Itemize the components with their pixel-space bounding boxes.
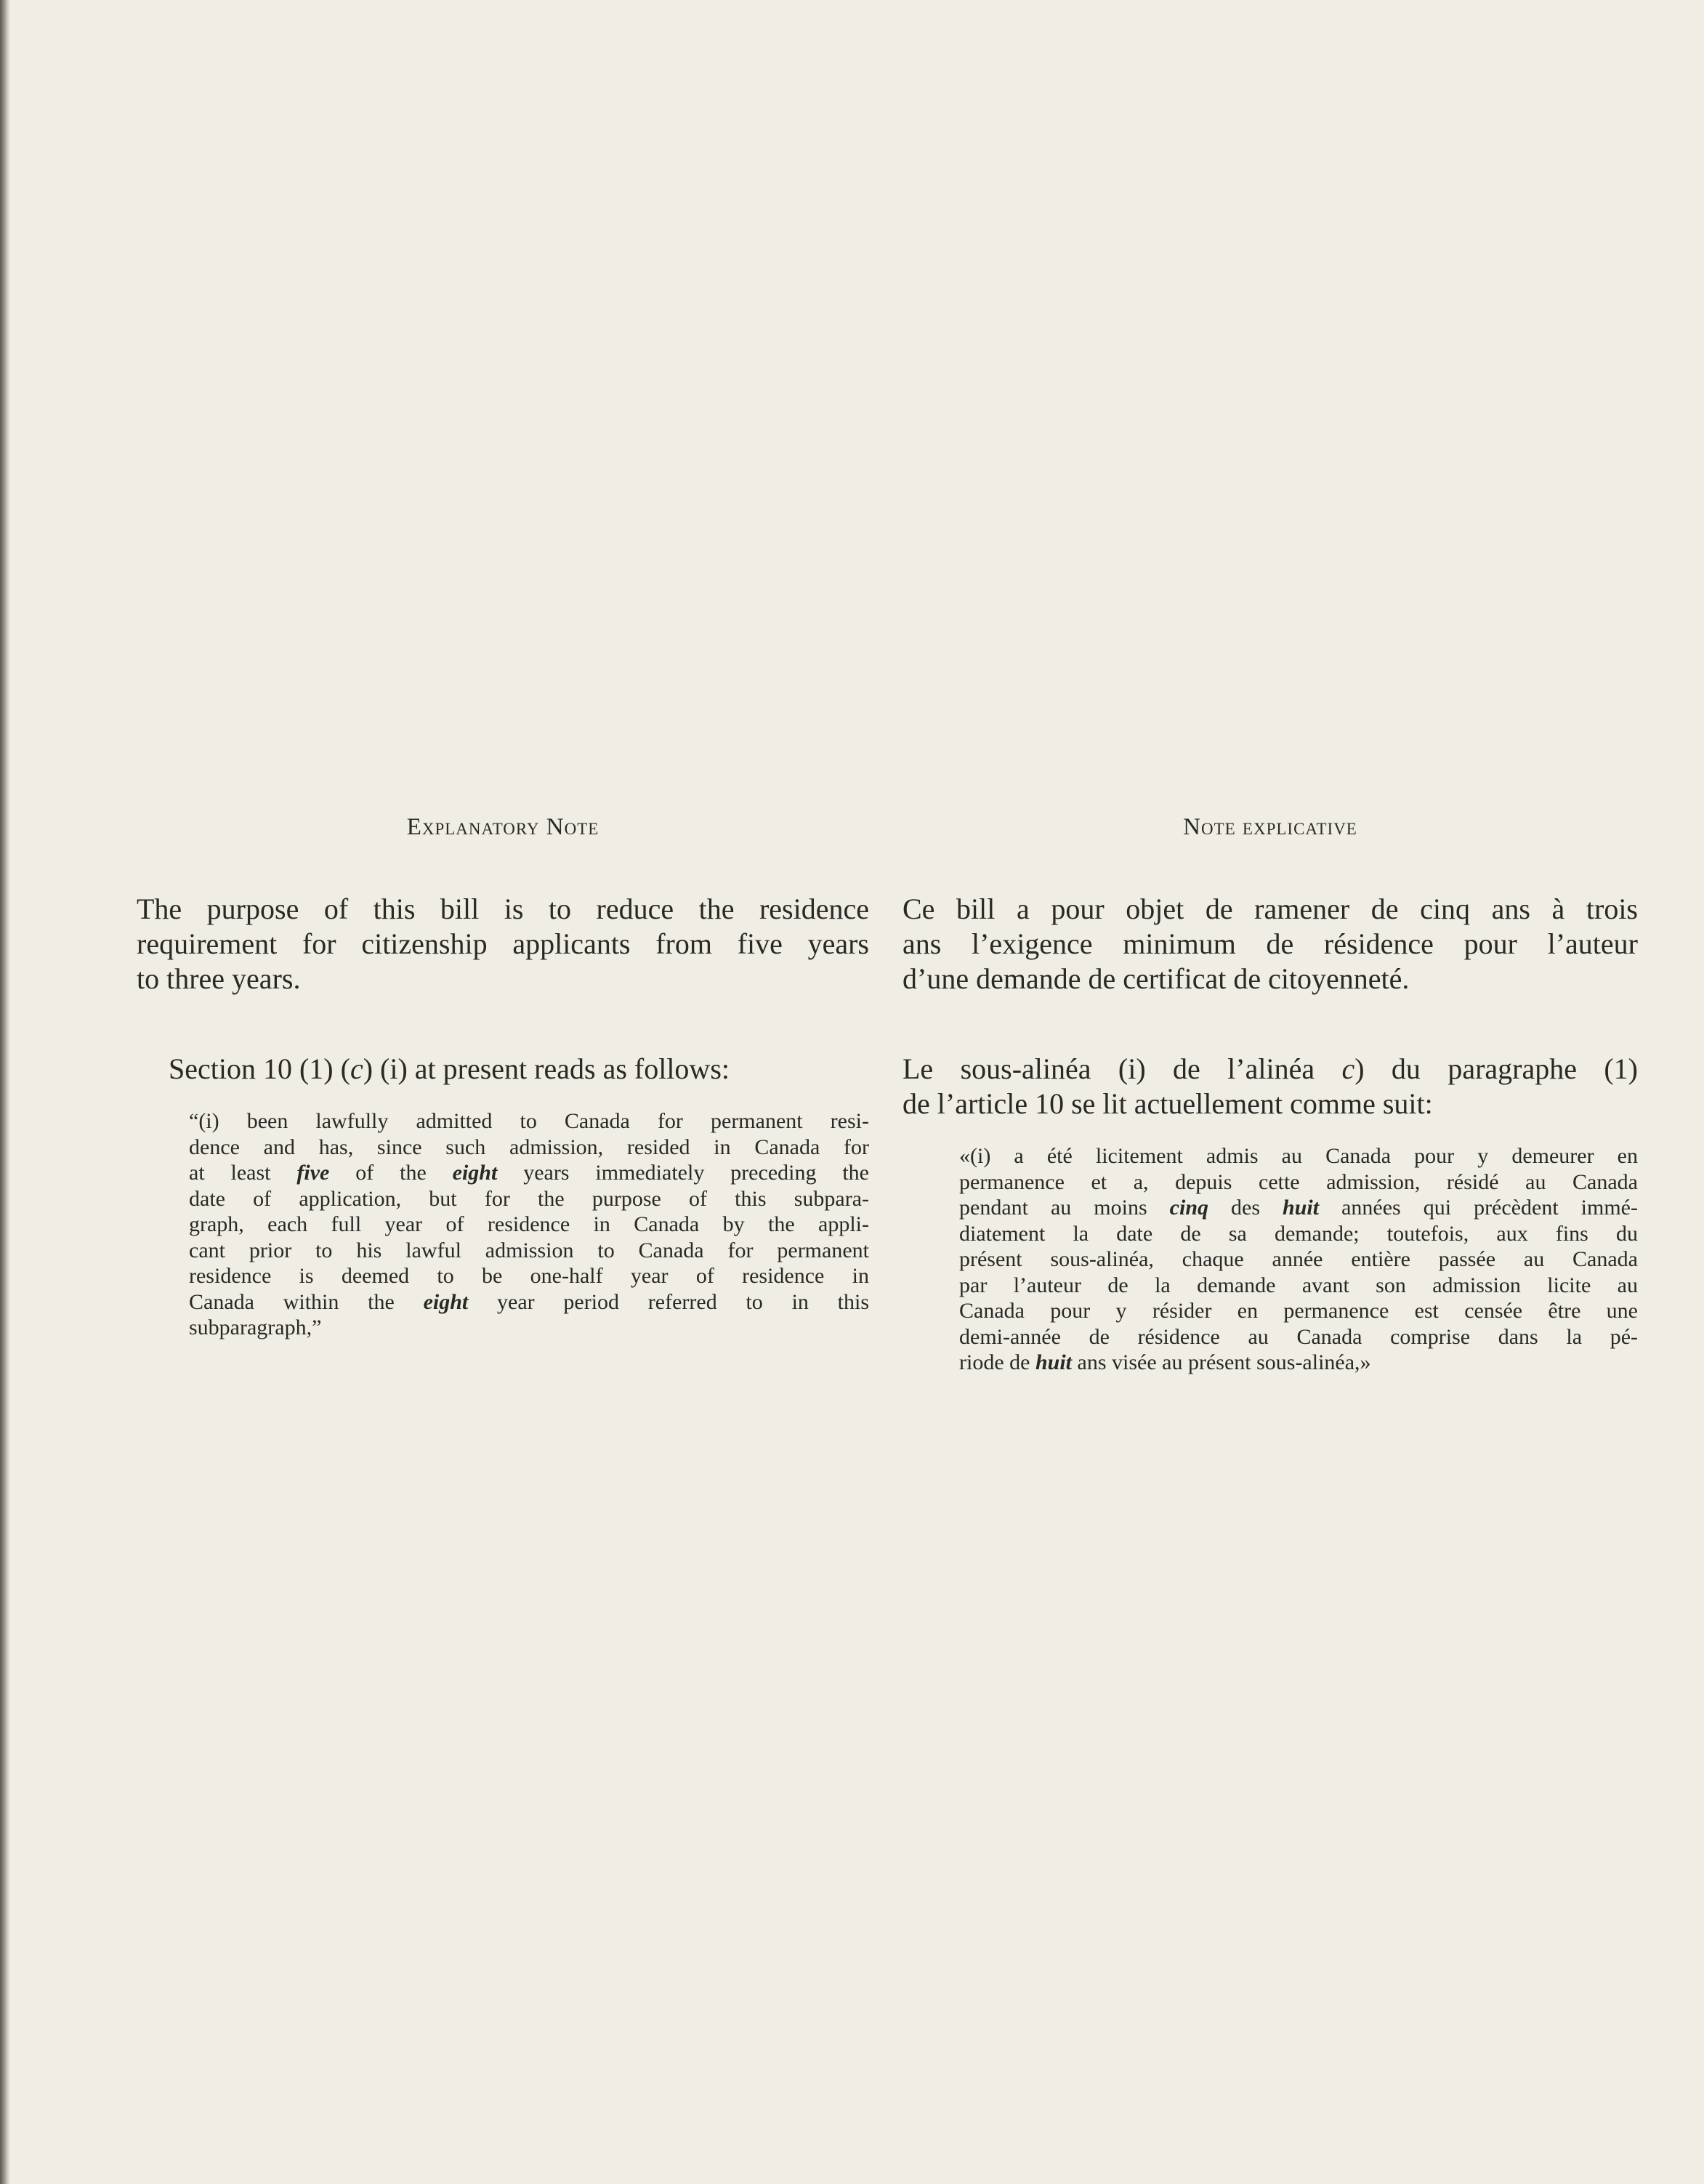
english-quote-text: cant prior to his lawful admission to Canada for permanent	[189, 1238, 869, 1262]
french-quote-text: présent sous-alinéa, chaque année entière passée au Canada	[959, 1247, 1638, 1271]
french-section-intro-italic: c	[1341, 1052, 1355, 1085]
french-quote-text: ans visée au présent sous-alinéa,»	[1072, 1350, 1371, 1374]
english-quote-text: at least	[189, 1161, 297, 1185]
french-quote-text: des	[1208, 1196, 1283, 1220]
english-quoted-provision	[137, 1108, 869, 1341]
english-column	[137, 814, 869, 1341]
english-quote-text: year period referred to in this	[468, 1289, 870, 1314]
english-quote-line	[189, 1238, 869, 1264]
french-quote-text: riode de	[959, 1350, 1035, 1374]
french-quote-text: par l’auteur de la demande avant son admission licite au	[959, 1273, 1638, 1297]
french-section-intro-pre: Le sous-alinéa (i) de l’alinéa	[903, 1052, 1342, 1085]
english-quote-line	[189, 1212, 869, 1238]
french-quote-text: demi-année de résidence au Canada comprise dans la pé-	[959, 1324, 1638, 1349]
english-quote-line	[189, 1186, 869, 1212]
english-quote-text: “(i) been lawfully admitted to Canada for permanent resi-	[189, 1109, 869, 1133]
binding-edge	[0, 0, 10, 2184]
english-quote-emphasis: eight	[452, 1161, 498, 1185]
french-heading	[903, 814, 1638, 841]
french-quote-line	[959, 1195, 1638, 1221]
english-section-intro-italic: c	[350, 1052, 363, 1085]
french-quote-emphasis: huit	[1035, 1350, 1073, 1374]
french-quote-line	[959, 1143, 1638, 1169]
english-quote-line	[189, 1263, 869, 1289]
french-paragraph-line: Ce bill a pour objet de ramener de cinq ans à trois	[903, 892, 1638, 925]
french-quote-text: diatement la date de sa demande; toutefois, aux fins du	[959, 1221, 1638, 1246]
french-quote-line	[959, 1221, 1638, 1247]
french-quote-line	[959, 1246, 1638, 1273]
english-quote-text: Canada within the	[189, 1289, 424, 1314]
english-quote-line	[189, 1289, 869, 1315]
french-purpose-paragraph	[903, 892, 1638, 996]
french-quote-line	[959, 1273, 1638, 1299]
french-quote-line	[959, 1324, 1638, 1350]
english-quote-text: graph, each full year of residence in Canada by the appli-	[189, 1212, 869, 1236]
french-section-intro-line1	[903, 1052, 1638, 1087]
french-quote-text: «(i) a été licitement admis au Canada pour y demeurer en	[959, 1144, 1638, 1168]
french-quote-emphasis: huit	[1283, 1196, 1320, 1220]
english-heading-text: Explanatory Note	[406, 814, 599, 840]
english-quote-text: dence and has, since such admission, resided in Canada for	[189, 1135, 869, 1159]
french-heading-text: Note explicative	[1183, 814, 1357, 840]
english-section-intro-pre: Section 10 (1) (	[169, 1052, 350, 1085]
french-section-intro-post: ) du paragraphe (1)	[1354, 1052, 1638, 1085]
english-paragraph-line: The purpose of this bill is to reduce the residence	[137, 892, 869, 925]
french-quote-text: permanence et a, depuis cette admission, résidé au Canada	[959, 1169, 1638, 1194]
english-quote-text: subparagraph,”	[189, 1315, 322, 1339]
english-quote-text: date of application, but for the purpose of this subpara-	[189, 1186, 869, 1211]
french-column	[903, 814, 1638, 1376]
french-quote-text: Canada pour y résider en permanence est censée être une	[959, 1299, 1638, 1323]
english-heading	[137, 814, 869, 841]
french-paragraph-line: d’une demande de certificat de citoyenneté.	[903, 962, 1410, 995]
english-quote-emphasis: eight	[423, 1289, 469, 1314]
english-section-intro	[137, 1052, 869, 1087]
english-purpose-paragraph	[137, 892, 869, 996]
english-section-intro-post: ) (i) at present reads as follows:	[363, 1052, 730, 1085]
french-paragraph-line: ans l’exigence minimum de résidence pour l’auteur	[903, 927, 1638, 960]
english-quote-emphasis: five	[296, 1161, 330, 1185]
french-section-intro-line2: de l’article 10 se lit actuellement comme suit:	[903, 1087, 1433, 1120]
english-quote-line	[189, 1108, 869, 1135]
french-quote-text: pendant au moins	[959, 1196, 1170, 1220]
french-quote-text: années qui précèdent immé-	[1319, 1196, 1638, 1220]
english-quote-text: residence is deemed to be one-half year of residence in	[189, 1264, 869, 1288]
english-quote-text: of the	[329, 1161, 453, 1185]
french-quote-line	[959, 1298, 1638, 1324]
english-quote-line	[189, 1160, 869, 1186]
english-quote-text: years immediately preceding the	[497, 1161, 869, 1185]
french-quoted-provision	[903, 1143, 1638, 1376]
french-quote-line	[959, 1350, 1638, 1376]
english-paragraph-line: to three years.	[137, 962, 301, 995]
french-quote-line	[959, 1169, 1638, 1196]
french-section-intro	[903, 1052, 1638, 1121]
english-paragraph-line: requirement for citizenship applicants from five years	[137, 927, 869, 960]
english-quote-line	[189, 1135, 869, 1161]
english-quote-line	[189, 1315, 869, 1341]
french-quote-emphasis: cinq	[1169, 1196, 1209, 1220]
